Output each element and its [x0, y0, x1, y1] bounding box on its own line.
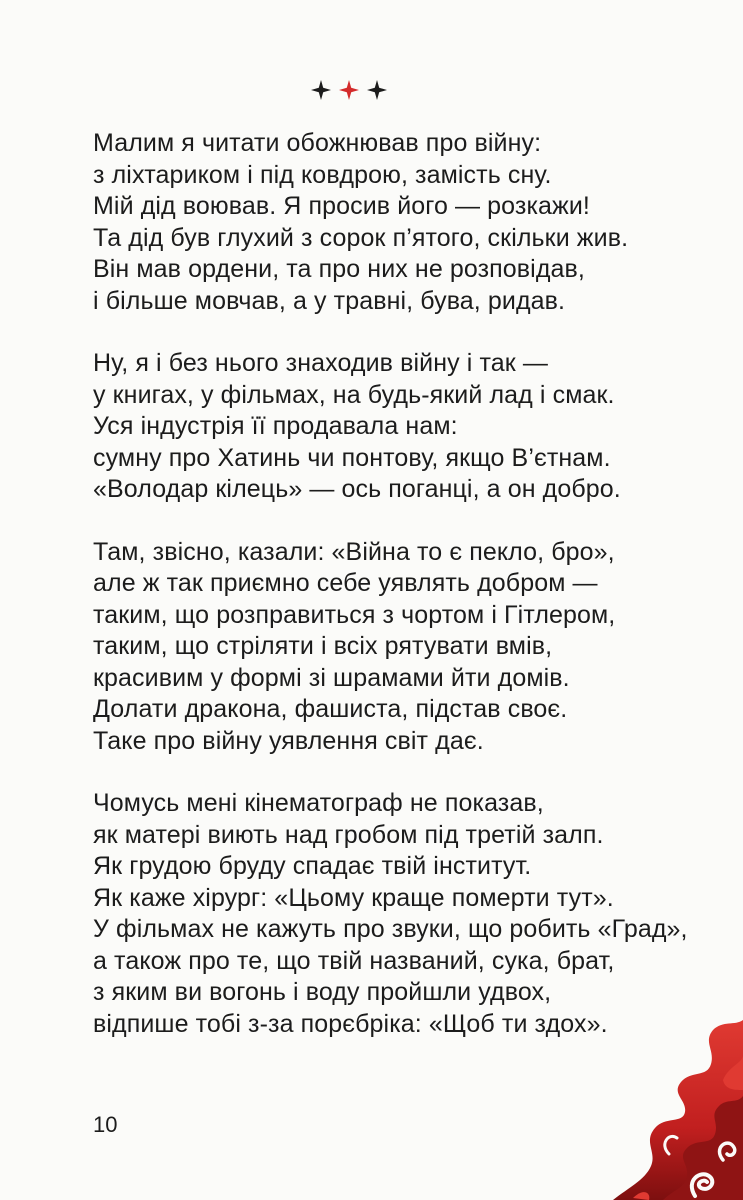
poem-line: Таке про війну уявлення світ дає. — [93, 726, 484, 755]
star-ornament — [309, 72, 389, 108]
poem-line: Як грудою бруду спадає твій інститут. — [93, 852, 532, 880]
stanza — [93, 788, 713, 1040]
poem-line: Як каже хірург: «Цьому краще померти тут». — [93, 883, 614, 912]
poem-line: Мій дід воював. Я просив його — розкажи! — [93, 192, 590, 220]
poem-line: Малим я читати обожнював про війну: — [93, 129, 542, 157]
poem-body — [93, 128, 713, 1071]
stanza — [93, 128, 713, 317]
poem-line: Долати дракона, фашиста, підстав своє. — [93, 695, 568, 723]
poem-line: Він мав ордени, та про них не розповідав, — [93, 255, 585, 283]
flame-icon — [573, 1020, 743, 1200]
star-icon — [339, 80, 359, 100]
poem-line: Уся індустрія її продавала нам: — [93, 412, 458, 440]
poem-line: з яким ви вогонь і воду пройшли удвох, — [93, 978, 552, 1006]
poem-line: як матері виють над гробом під третій залп. — [93, 820, 604, 849]
star-icon — [311, 80, 331, 100]
poem-line: і більше мовчав, а у травні, бува, ридав. — [93, 286, 566, 315]
poem-line: відпише тобі з-за порєбріка: «Щоб ти здох». — [93, 1009, 608, 1038]
poem-line: таким, що розправиться з чортом і Гітлером, — [93, 600, 616, 629]
poem-line: «Володар кілець» — ось поганці, а он добро. — [93, 475, 621, 503]
poem-line: Та дід був глухий з сорок п’ятого, скільки жив. — [93, 223, 629, 252]
poem-line: таким, що стріляти і всіх рятувати вмів, — [93, 632, 553, 660]
page-number: 10 — [93, 1112, 118, 1137]
poem-line: сумну про Хатинь чи понтову, якщо В’єтнам. — [93, 443, 611, 472]
poem-line: у книгах, у фільмах, на будь-який лад і смак. — [93, 380, 615, 409]
poem-line: Там, звісно, казали: «Війна то є пекло, бро», — [93, 537, 615, 566]
poem-line: а також про те, що твій названий, сука, брат, — [93, 946, 615, 975]
poem-line: з ліхтариком і під ковдрою, замість сну. — [93, 160, 552, 189]
poem-line: Чомусь мені кінематограф не показав, — [93, 789, 544, 817]
poem-line: красивим у формі зі шрамами йти домів. — [93, 663, 570, 692]
star-icon — [367, 80, 387, 100]
stanza — [93, 348, 713, 506]
poem-line: Ну, я і без нього знаходив війну і так — — [93, 349, 548, 377]
poem-line: У фільмах не кажуть про звуки, що робить «Град», — [93, 915, 688, 943]
stanza — [93, 537, 713, 758]
poem-line: але ж так приємно себе уявлять добром — — [93, 569, 598, 597]
